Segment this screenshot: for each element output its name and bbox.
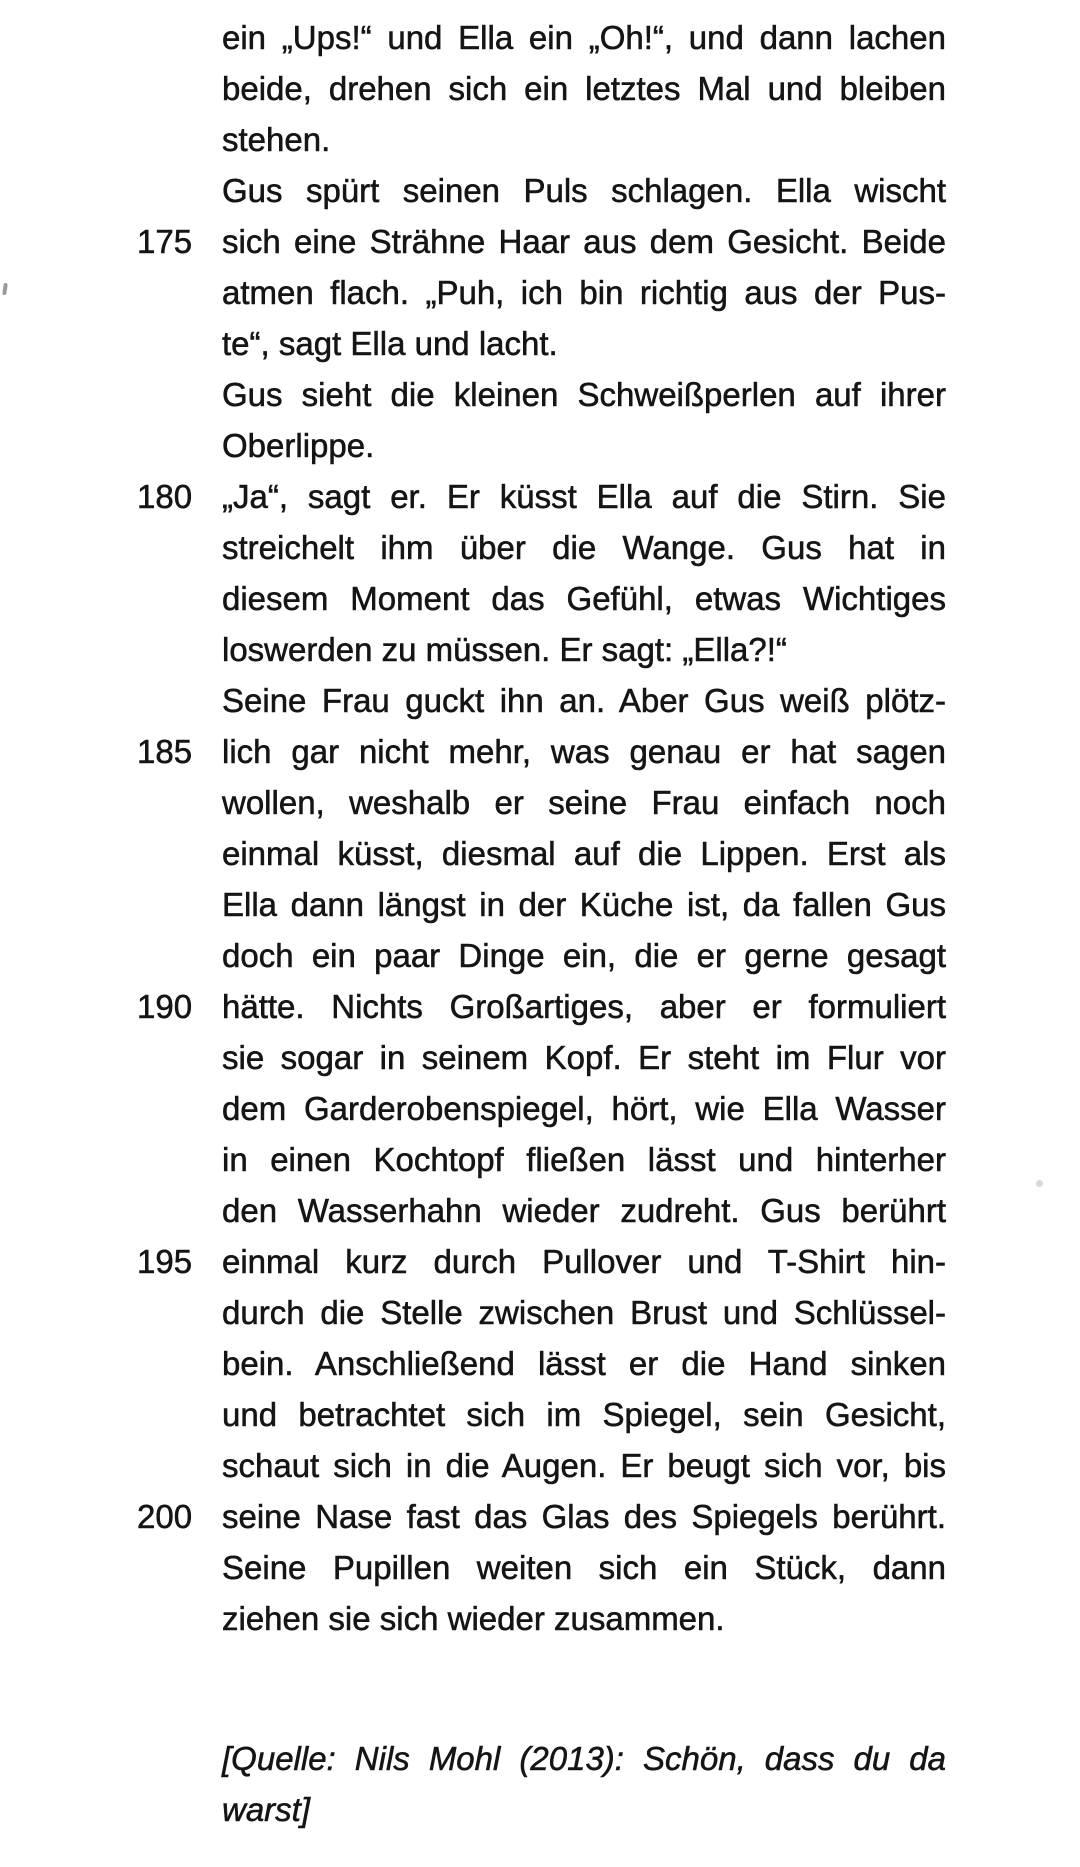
line-number: 190 bbox=[137, 988, 193, 1025]
line-text: schaut sich in die Augen. Er beugt sich vor, bis bbox=[222, 1447, 946, 1484]
line-text: und betrachtet sich im Spiegel, sein Gesicht, bbox=[222, 1396, 946, 1433]
line-text: seine Nase fast das Glas des Spiegels berührt. bbox=[222, 1498, 946, 1535]
line-number bbox=[137, 12, 222, 63]
text-line bbox=[137, 828, 946, 879]
text-line bbox=[137, 675, 946, 726]
text-line bbox=[137, 1134, 946, 1185]
line-text: Seine Frau guckt ihn an. Aber Gus weiß plötz- bbox=[222, 682, 946, 719]
line-text: den Wasserhahn wieder zudreht. Gus berührt bbox=[222, 1192, 946, 1229]
line-text: sich eine Strähne Haar aus dem Gesicht. Beide bbox=[222, 223, 946, 260]
text-line bbox=[137, 1083, 946, 1134]
line-text: dem Garderobenspiegel, hört, wie Ella Wasser bbox=[222, 1090, 946, 1127]
line-number bbox=[137, 369, 222, 420]
source-line-text: [Quelle: Nils Mohl (2013): Schön, dass du da bbox=[222, 1740, 946, 1777]
line-text: loswerden zu müssen. Er sagt: „Ella?!“ bbox=[222, 631, 787, 668]
line-text: diesem Moment das Gefühl, etwas Wichtiges bbox=[222, 580, 946, 617]
line-number: 185 bbox=[137, 733, 193, 770]
line-text: in einen Kochtopf fließen lässt und hinterher bbox=[222, 1141, 946, 1178]
line-text: hätte. Nichts Großartiges, aber er formuliert bbox=[222, 988, 946, 1025]
text-line bbox=[137, 1287, 946, 1338]
line-number bbox=[137, 777, 222, 828]
text-line bbox=[137, 624, 946, 675]
text-line bbox=[137, 420, 946, 471]
text-line bbox=[137, 930, 946, 981]
text-line bbox=[137, 369, 946, 420]
line-text: beide, drehen sich ein letztes Mal und bleiben bbox=[222, 70, 946, 107]
text-line bbox=[137, 1542, 946, 1593]
line-text: doch ein paar Dinge ein, die er gerne gesagt bbox=[222, 937, 946, 974]
text-line bbox=[137, 1032, 946, 1083]
text-line bbox=[137, 879, 946, 930]
text-block bbox=[137, 12, 946, 1644]
text-line bbox=[137, 1491, 946, 1542]
text-line bbox=[137, 1389, 946, 1440]
line-text: ziehen sie sich wieder zusammen. bbox=[222, 1600, 725, 1637]
line-number bbox=[137, 1134, 222, 1185]
line-number bbox=[137, 267, 222, 318]
line-text: „Ja“, sagt er. Er küsst Ella auf die Stirn. Sie bbox=[222, 478, 946, 515]
text-line bbox=[137, 216, 946, 267]
line-number bbox=[137, 420, 222, 471]
line-number bbox=[137, 573, 222, 624]
text-line bbox=[137, 114, 946, 165]
text-line bbox=[137, 1185, 946, 1236]
line-number bbox=[137, 1389, 222, 1440]
line-number bbox=[137, 1032, 222, 1083]
line-number bbox=[137, 165, 222, 216]
line-text: Gus sieht die kleinen Schweißperlen auf ihrer bbox=[222, 376, 946, 413]
line-number bbox=[137, 1542, 222, 1593]
line-number-gutter bbox=[137, 1784, 222, 1835]
source-line bbox=[137, 1784, 946, 1835]
text-line bbox=[137, 471, 946, 522]
text-line bbox=[137, 777, 946, 828]
line-number bbox=[137, 675, 222, 726]
line-number bbox=[137, 1083, 222, 1134]
text-line bbox=[137, 1440, 946, 1491]
line-number bbox=[137, 1185, 222, 1236]
line-number: 180 bbox=[137, 478, 193, 515]
line-number bbox=[137, 828, 222, 879]
line-text: bein. Anschließend lässt er die Hand sinken bbox=[222, 1345, 946, 1382]
line-number bbox=[137, 1338, 222, 1389]
line-number: 200 bbox=[137, 1498, 193, 1535]
text-line bbox=[137, 726, 946, 777]
scan-speck bbox=[2, 283, 8, 295]
text-line bbox=[137, 1338, 946, 1389]
line-text: ein „Ups!“ und Ella ein „Oh!“, und dann lachen bbox=[222, 19, 946, 56]
line-number-gutter bbox=[137, 1733, 222, 1784]
line-number bbox=[137, 1593, 222, 1644]
text-line bbox=[137, 165, 946, 216]
line-number bbox=[137, 624, 222, 675]
text-line bbox=[137, 12, 946, 63]
text-line bbox=[137, 267, 946, 318]
text-line bbox=[137, 63, 946, 114]
source-line-text: warst] bbox=[222, 1791, 311, 1828]
line-text: te“, sagt Ella und lacht. bbox=[222, 325, 558, 362]
text-line bbox=[137, 522, 946, 573]
text-line bbox=[137, 573, 946, 624]
line-number: 195 bbox=[137, 1243, 193, 1280]
text-line bbox=[137, 981, 946, 1032]
source-citation bbox=[137, 1733, 946, 1835]
line-number bbox=[137, 63, 222, 114]
line-text: stehen. bbox=[222, 121, 331, 158]
line-text: streichelt ihm über die Wange. Gus hat in bbox=[222, 529, 946, 566]
line-text: Seine Pupillen weiten sich ein Stück, dann bbox=[222, 1549, 946, 1586]
source-line bbox=[137, 1733, 946, 1784]
scan-speck bbox=[1036, 1180, 1043, 1187]
line-text: einmal kurz durch Pullover und T-Shirt hin- bbox=[222, 1243, 946, 1280]
line-number bbox=[137, 318, 222, 369]
line-text: Ella dann längst in der Küche ist, da fallen Gus bbox=[222, 886, 946, 923]
line-text: Gus spürt seinen Puls schlagen. Ella wischt bbox=[222, 172, 946, 209]
line-text: atmen flach. „Puh, ich bin richtig aus der Pus- bbox=[222, 274, 946, 311]
line-text: sie sogar in seinem Kopf. Er steht im Flur vor bbox=[222, 1039, 946, 1076]
text-line bbox=[137, 1593, 946, 1644]
line-text: einmal küsst, diesmal auf die Lippen. Erst als bbox=[222, 835, 946, 872]
line-text: Oberlippe. bbox=[222, 427, 375, 464]
line-text: durch die Stelle zwischen Brust und Schlüssel- bbox=[222, 1294, 946, 1331]
line-number bbox=[137, 1287, 222, 1338]
line-number bbox=[137, 930, 222, 981]
line-number bbox=[137, 879, 222, 930]
text-line bbox=[137, 318, 946, 369]
line-number: 175 bbox=[137, 223, 193, 260]
line-number bbox=[137, 1440, 222, 1491]
line-text: wollen, weshalb er seine Frau einfach noch bbox=[222, 784, 946, 821]
line-number bbox=[137, 522, 222, 573]
line-text: lich gar nicht mehr, was genau er hat sagen bbox=[222, 733, 946, 770]
text-line bbox=[137, 1236, 946, 1287]
line-number bbox=[137, 114, 222, 165]
